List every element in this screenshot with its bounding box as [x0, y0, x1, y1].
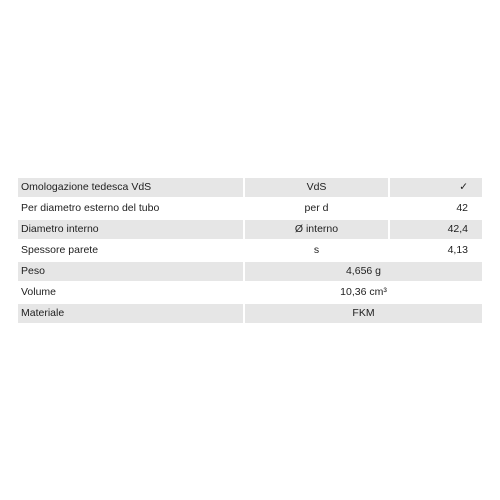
- row-value: 42: [390, 199, 482, 218]
- row-symbol: VdS: [245, 178, 388, 197]
- row-label: Volume: [18, 283, 243, 302]
- row-label: Peso: [18, 262, 243, 281]
- row-value: 4,13: [390, 241, 482, 260]
- row-symbol: Ø interno: [245, 220, 388, 239]
- spec-table: [18, 178, 482, 325]
- table-row-inner-diameter: [18, 220, 482, 239]
- row-label: Materiale: [18, 304, 243, 323]
- table-row-volume: [18, 283, 482, 302]
- row-symbol: s: [245, 241, 388, 260]
- row-label: Diametro interno: [18, 220, 243, 239]
- row-label: Omologazione tedesca VdS: [18, 178, 243, 197]
- table-row-approval: [18, 178, 482, 197]
- row-value: 42,4: [390, 220, 482, 239]
- table-row-wall-thickness: [18, 241, 482, 260]
- table-row-weight: [18, 262, 482, 281]
- row-value: FKM: [245, 304, 482, 323]
- row-value: 10,36 cm³: [245, 283, 482, 302]
- table-row-outer-diameter: [18, 199, 482, 218]
- row-symbol: per d: [245, 199, 388, 218]
- table-row-material: [18, 304, 482, 323]
- check-icon: ✓: [390, 178, 482, 197]
- row-label: Per diametro esterno del tubo: [18, 199, 243, 218]
- row-value: 4,656 g: [245, 262, 482, 281]
- row-label: Spessore parete: [18, 241, 243, 260]
